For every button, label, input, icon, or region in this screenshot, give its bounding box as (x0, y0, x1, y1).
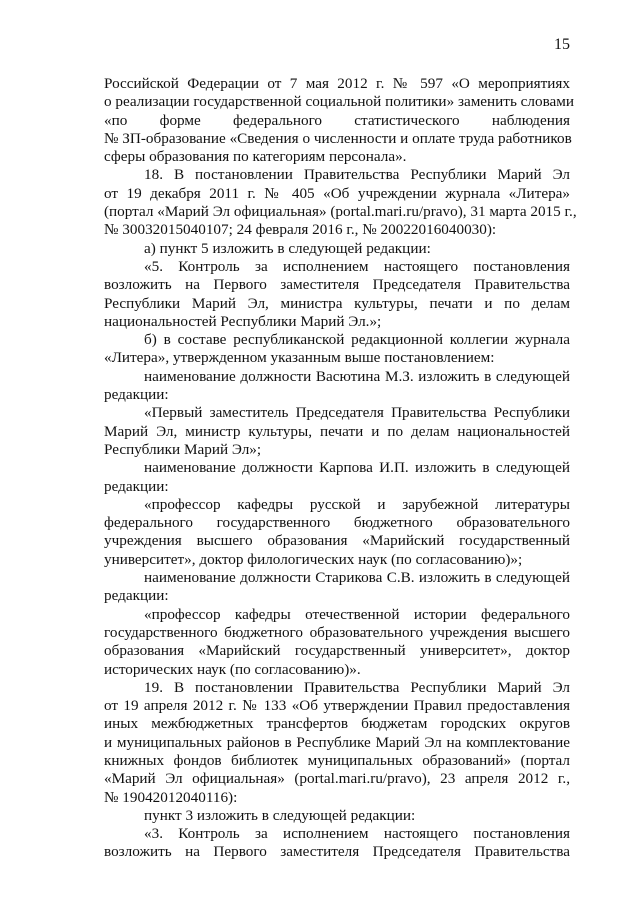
text-line: № 19042012040116): (104, 788, 238, 806)
text-line: и муниципальных районов в Республике Марий Эл на комплектование (104, 733, 570, 751)
text-line: 19. В постановлении Правительства Республики Марий Эл (144, 678, 570, 696)
text-line: «Первый заместитель Председателя Правительства Республики (144, 404, 570, 422)
text-line: № 30032015040107; 24 февраля 2016 г., № 20022016040030): (104, 221, 497, 239)
page-number: 15 (554, 36, 570, 53)
text-line: Российской Федерации от 7 мая 2012 г. № 597 «О мероприятиях (104, 75, 570, 92)
text-line: учреждения высшего образования «Марийский государственный (104, 532, 570, 550)
text-line: а) пункт 5 изложить в следующей редакции: (144, 239, 431, 257)
text-line: федерального государственного бюджетного образовательного (104, 514, 570, 532)
text-line: возложить на Первого заместителя Председателя Правительства (104, 276, 570, 294)
text-line: «Марий Эл официальная» (portal.mari.ru/pravo), 23 апреля 2012 г., (104, 770, 570, 788)
document-body (104, 75, 577, 862)
text-line: о реализации государственной социальной политики» заменить словами (104, 93, 575, 111)
text-line: «по форме федерального статистического наблюдения (104, 111, 570, 129)
text-line: «5. Контроль за исполнением настоящего постановления (144, 257, 570, 275)
text-line: «Литера», утвержденном указанным выше постановлением: (104, 349, 495, 367)
text-line: наименование должности Васютина М.З. изложить в следующей (144, 367, 570, 385)
text-line: Республики Марий Эл»; (104, 440, 262, 458)
text-line: национальностей Республики Марий Эл.»; (104, 312, 382, 330)
text-line: «профессор кафедры русской и зарубежной литературы (144, 495, 570, 513)
text-line: Марий Эл, министр культуры, печати и по делам национальностей (104, 422, 570, 440)
text-line: «3. Контроль за исполнением настоящего постановления (144, 825, 570, 843)
text-line: «профессор кафедры отечественной истории федерального (144, 605, 570, 623)
text-line: книжных фондов библиотек муниципальных образований» (портал (104, 751, 570, 769)
text-line: № ЗП-образование «Сведения о численности и оплате труда работников (104, 129, 572, 147)
text-line: государственного бюджетного образовательного учреждения высшего (104, 623, 570, 641)
text-line: от 19 апреля 2012 г. № 133 «Об утверждении Правил предоставления (104, 697, 570, 715)
text-line: наименование должности Старикова С.В. изложить в следующей (144, 569, 570, 587)
text-line: от 19 декабря 2011 г. № 405 «Об учреждении журнала «Литера» (104, 184, 570, 202)
text-line: университет», доктор филологических наук (по согласованию)»; (104, 550, 523, 568)
text-line: иных межбюджетных трансфертов бюджетам городских округов (104, 715, 570, 733)
text-line: (портал «Марий Эл официальная» (portal.mari.ru/pravo), 31 марта 2015 г., (104, 203, 577, 221)
text-line: образования «Марийский государственный университет», доктор (104, 642, 570, 660)
text-line: Республики Марий Эл, министра культуры, печати и по делам (104, 294, 570, 312)
text-line: редакции: (104, 587, 169, 605)
text-line: 18. В постановлении Правительства Республики Марий Эл (144, 166, 570, 184)
text-line: пункт 3 изложить в следующей редакции: (144, 806, 416, 824)
text-line: сферы образования по категориям персонала». (104, 148, 407, 166)
text-line: редакции: (104, 477, 169, 495)
text-line: редакции: (104, 386, 169, 404)
text-line: б) в составе республиканской редакционной коллегии журнала (144, 331, 570, 349)
text-line: наименование должности Карпова И.П. изложить в следующей (144, 459, 570, 477)
text-line: исторических наук (по согласованию)». (104, 660, 361, 678)
text-line: возложить на Первого заместителя Председателя Правительства (104, 843, 570, 861)
